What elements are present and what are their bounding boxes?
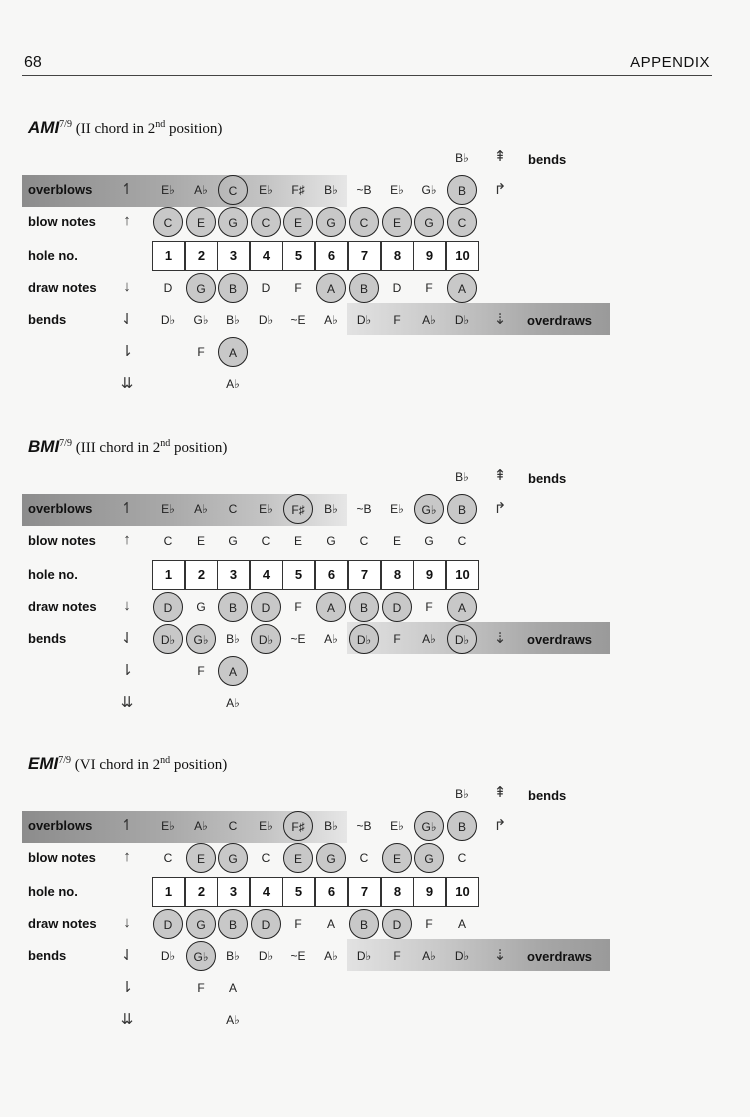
blow-arrow-icon: ↑ (123, 531, 131, 548)
overblows-note: G♭ (414, 494, 444, 524)
chord-description-ordinal: nd (160, 755, 171, 766)
up-bend-10-arrow-icon: ↱ (493, 500, 507, 517)
hole-number-cell: 2 (185, 560, 218, 590)
hole-number-cell: 10 (446, 241, 479, 271)
up-bend-arrow-icon: ⇞ (493, 784, 507, 801)
bend3-arrow-icon: ⇊ (120, 694, 134, 711)
bend2-note: A (228, 981, 237, 995)
blow-arrow-icon: ↑ (123, 212, 131, 229)
overblows-note: E♭ (390, 502, 404, 516)
blow-note: E (283, 843, 313, 873)
bend1-note: D♭ (356, 949, 372, 963)
overblows-note: E♭ (259, 819, 273, 833)
bend1-note: A♭ (324, 313, 338, 327)
hole-number-cell: 6 (315, 560, 348, 590)
overblows-note: B (447, 175, 477, 205)
blow-note: E (382, 207, 412, 237)
hole-number-cell: 7 (348, 560, 381, 590)
hole-number-cell: 8 (381, 241, 414, 271)
bend3-note: A♭ (226, 1013, 240, 1027)
overblows-note: E♭ (161, 183, 175, 197)
hole-number-cell: 5 (282, 877, 315, 907)
bend1-note: G♭ (186, 624, 216, 654)
overblows-note: E♭ (390, 183, 404, 197)
chord-description-end: position) (170, 440, 228, 456)
blow-note: C (261, 534, 271, 548)
bends-side-label: bends (528, 788, 567, 803)
bend1-note: G♭ (193, 313, 209, 327)
blow-note: E (293, 534, 302, 548)
draw-note: A (316, 273, 346, 303)
overblows-note: B♭ (324, 819, 338, 833)
chord-extension: 7/9 (58, 755, 72, 766)
draw-note: B (349, 592, 379, 622)
row-label-bends: bends (28, 312, 67, 327)
overblows-arrow-icon: ↿ (120, 817, 134, 834)
row-label-bends: bends (28, 631, 67, 646)
hole-number-cell: 3 (217, 877, 250, 907)
hole-number-cell: 4 (250, 241, 283, 271)
bend2-arrow-icon: ⇂ (120, 662, 134, 679)
chord-title (28, 118, 222, 138)
blow-note: C (261, 851, 271, 865)
header-rule (22, 75, 712, 76)
blow-note: G (414, 843, 444, 873)
bend1-arrow-icon: ⇃ (120, 311, 134, 328)
page-number: 68 (24, 54, 42, 71)
bend1-note: A♭ (422, 949, 436, 963)
bend1-note: D♭ (454, 313, 470, 327)
hole-number-cell: 9 (413, 241, 446, 271)
bend1-note: F (393, 949, 401, 963)
blow-note: G (218, 207, 248, 237)
bend1-note: B♭ (226, 313, 240, 327)
chord-description-end: position) (170, 757, 228, 773)
bend1-note: D♭ (258, 949, 274, 963)
blow-note: G (228, 534, 238, 548)
chord-extension: 7/9 (59, 438, 72, 449)
hole-number-cell: 1 (152, 877, 185, 907)
bend3-arrow-icon: ⇊ (120, 375, 134, 392)
chord-diagram (22, 437, 722, 717)
hole-number-cell: 1 (152, 560, 185, 590)
draw-note: F (425, 600, 433, 614)
running-head: APPENDIX (630, 54, 710, 71)
bend1-note: F (393, 632, 401, 646)
bend3-note: A♭ (226, 696, 240, 710)
row-label-overblows: overblows (28, 182, 93, 197)
chord-description: (VI chord in 2 (74, 757, 161, 773)
draw-note: D (382, 592, 412, 622)
row-label-hole-no: hole no. (28, 884, 78, 899)
bend2-note: F (197, 981, 205, 995)
blow-note: G (326, 534, 336, 548)
hole-number-cell: 4 (250, 877, 283, 907)
blow-note: C (251, 207, 281, 237)
draw-note: B (218, 909, 248, 939)
blow-note: E (196, 534, 205, 548)
bend1-note: F (393, 313, 401, 327)
blow-note: G (218, 843, 248, 873)
draw-note: A (326, 917, 335, 931)
blow-note: C (359, 534, 369, 548)
bend3-arrow-icon: ⇊ (120, 1011, 134, 1028)
overblows-note: B♭ (324, 502, 338, 516)
bend1-arrow-icon: ⇃ (120, 947, 134, 964)
draw-note: G (196, 600, 206, 614)
blow-note: C (349, 207, 379, 237)
bend3-note: A♭ (226, 377, 240, 391)
hole-number-cell: 10 (446, 877, 479, 907)
row-label-hole-no: hole no. (28, 248, 78, 263)
overblows-note: B♭ (324, 183, 338, 197)
overblows-note: A♭ (194, 183, 208, 197)
bend1-note: D♭ (447, 624, 477, 654)
row-label-blow-notes: blow notes (28, 850, 96, 865)
chord-title (28, 437, 227, 457)
overblows-note: ~B (356, 183, 372, 197)
chord-title (28, 754, 227, 774)
chord-description: (II chord in 2 (75, 121, 156, 137)
blow-note: C (447, 207, 477, 237)
overblows-note: E♭ (259, 183, 273, 197)
row-label-blow-notes: blow notes (28, 214, 96, 229)
overblows-note: E♭ (390, 819, 404, 833)
row-label-hole-no: hole no. (28, 567, 78, 582)
overdraws-label: overdraws (527, 949, 593, 964)
overblows-note: C (228, 819, 238, 833)
hole-number-cell: 2 (185, 241, 218, 271)
hole-number-cell: 8 (381, 560, 414, 590)
blow-note: G (414, 207, 444, 237)
draw-arrow-icon: ↓ (123, 278, 131, 295)
row-label-draw-notes: draw notes (28, 280, 97, 295)
chord-description-ordinal: nd (160, 438, 171, 449)
blow-bend-note: B♭ (455, 470, 469, 484)
overblows-arrow-icon: ↿ (120, 181, 134, 198)
hole-number-cell: 7 (348, 241, 381, 271)
overblows-note: E♭ (161, 502, 175, 516)
hole-number-cell: 9 (413, 560, 446, 590)
draw-note: A (447, 592, 477, 622)
bends-side-label: bends (528, 471, 567, 486)
chord-symbol: EMI (28, 754, 59, 773)
chord-symbol: AMI (28, 118, 60, 137)
bend1-note: ~E (290, 313, 306, 327)
blow-note: E (392, 534, 401, 548)
row-label-overblows: overblows (28, 501, 93, 516)
draw-note: D (153, 909, 183, 939)
overblows-note: G♭ (421, 183, 437, 197)
hole-number-cell: 2 (185, 877, 218, 907)
draw-note: F (294, 917, 302, 931)
blow-bend-note: B♭ (455, 787, 469, 801)
bend1-note: A♭ (324, 949, 338, 963)
bend1-note: D♭ (160, 313, 176, 327)
bend2-note: A (218, 656, 248, 686)
hole-number-cell: 6 (315, 241, 348, 271)
bend1-note: A♭ (422, 313, 436, 327)
draw-note: B (218, 592, 248, 622)
draw-note: D (153, 592, 183, 622)
bend1-note: D♭ (258, 313, 274, 327)
blow-note: C (163, 534, 173, 548)
draw-note: G (186, 273, 216, 303)
overdraws-label: overdraws (527, 632, 593, 647)
bend1-note: A♭ (422, 632, 436, 646)
blow-note: C (359, 851, 369, 865)
overdraw-arrow-icon: ⇣ (493, 947, 507, 964)
up-bend-10-arrow-icon: ↱ (493, 817, 507, 834)
blow-note: E (186, 207, 216, 237)
blow-note: E (382, 843, 412, 873)
bend1-arrow-icon: ⇃ (120, 630, 134, 647)
overdraw-arrow-icon: ⇣ (493, 630, 507, 647)
bend2-arrow-icon: ⇂ (120, 343, 134, 360)
bend1-note: D♭ (356, 313, 372, 327)
draw-note: G (186, 909, 216, 939)
hole-number-cell: 1 (152, 241, 185, 271)
draw-note: A (447, 273, 477, 303)
hole-number-cell: 5 (282, 560, 315, 590)
draw-note: F (425, 917, 433, 931)
overblows-note: A♭ (194, 502, 208, 516)
bend1-note: ~E (290, 949, 306, 963)
overblows-note: E♭ (259, 502, 273, 516)
overdraws-label: overdraws (527, 313, 593, 328)
overblows-note: B (447, 811, 477, 841)
draw-note: B (349, 273, 379, 303)
chord-description-ordinal: nd (155, 119, 166, 130)
blow-bend-note: B♭ (455, 151, 469, 165)
draw-note: D (251, 592, 281, 622)
blow-note: C (457, 534, 467, 548)
blow-arrow-icon: ↑ (123, 848, 131, 865)
bend1-note: D♭ (160, 949, 176, 963)
blow-note: G (316, 843, 346, 873)
draw-note: B (218, 273, 248, 303)
bend1-note: A♭ (324, 632, 338, 646)
draw-note: F (294, 600, 302, 614)
overblows-note: ~B (356, 502, 372, 516)
draw-note: A (316, 592, 346, 622)
overblows-note: ~B (356, 819, 372, 833)
bend1-note: B♭ (226, 632, 240, 646)
hole-number-cell: 6 (315, 877, 348, 907)
hole-number-cell: 5 (282, 241, 315, 271)
draw-note: A (457, 917, 466, 931)
blow-note: E (283, 207, 313, 237)
bend2-note: F (197, 345, 205, 359)
blow-note: C (153, 207, 183, 237)
overblows-note: E♭ (161, 819, 175, 833)
hole-number-cell: 10 (446, 560, 479, 590)
bend2-note: F (197, 664, 205, 678)
blow-note: E (186, 843, 216, 873)
row-label-draw-notes: draw notes (28, 916, 97, 931)
draw-note: F (294, 281, 302, 295)
blow-note: G (316, 207, 346, 237)
draw-note: D (392, 281, 402, 295)
chord-diagram (22, 118, 722, 398)
bend2-note: A (218, 337, 248, 367)
hole-number-cell: 3 (217, 241, 250, 271)
overblows-note: A♭ (194, 819, 208, 833)
overblows-note: C (228, 502, 238, 516)
up-bend-10-arrow-icon: ↱ (493, 181, 507, 198)
overblows-arrow-icon: ↿ (120, 500, 134, 517)
hole-number-cell: 7 (348, 877, 381, 907)
row-label-bends: bends (28, 948, 67, 963)
bend1-note: D♭ (153, 624, 183, 654)
hole-number-cell: 3 (217, 560, 250, 590)
blow-note: C (163, 851, 173, 865)
chord-description: (III chord in 2 (75, 440, 161, 456)
hole-number-cell: 9 (413, 877, 446, 907)
bend1-note: D♭ (454, 949, 470, 963)
overdraw-arrow-icon: ⇣ (493, 311, 507, 328)
bend1-note: ~E (290, 632, 306, 646)
blow-note: C (457, 851, 467, 865)
draw-arrow-icon: ↓ (123, 914, 131, 931)
row-label-draw-notes: draw notes (28, 599, 97, 614)
bend2-arrow-icon: ⇂ (120, 979, 134, 996)
overblows-note: C (218, 175, 248, 205)
draw-note: F (425, 281, 433, 295)
blow-note: G (424, 534, 434, 548)
overblows-note: G♭ (414, 811, 444, 841)
draw-note: B (349, 909, 379, 939)
overblows-note: F♯ (283, 494, 313, 524)
row-label-blow-notes: blow notes (28, 533, 96, 548)
chord-description-end: position) (165, 121, 223, 137)
chord-diagram (22, 754, 722, 1034)
bend1-note: D♭ (251, 624, 281, 654)
bends-side-label: bends (528, 152, 567, 167)
row-label-overblows: overblows (28, 818, 93, 833)
draw-note: D (261, 281, 271, 295)
bend1-note: G♭ (186, 941, 216, 971)
overblows-note: F♯ (291, 183, 305, 197)
overblows-note: F♯ (283, 811, 313, 841)
hole-number-cell: 4 (250, 560, 283, 590)
draw-note: D (163, 281, 173, 295)
up-bend-arrow-icon: ⇞ (493, 467, 507, 484)
draw-arrow-icon: ↓ (123, 597, 131, 614)
overblows-note: B (447, 494, 477, 524)
chord-symbol: BMI (28, 437, 60, 456)
draw-note: D (251, 909, 281, 939)
hole-number-cell: 8 (381, 877, 414, 907)
bend1-note: B♭ (226, 949, 240, 963)
draw-note: D (382, 909, 412, 939)
chord-extension: 7/9 (59, 119, 72, 130)
bend1-note: D♭ (349, 624, 379, 654)
up-bend-arrow-icon: ⇞ (493, 148, 507, 165)
